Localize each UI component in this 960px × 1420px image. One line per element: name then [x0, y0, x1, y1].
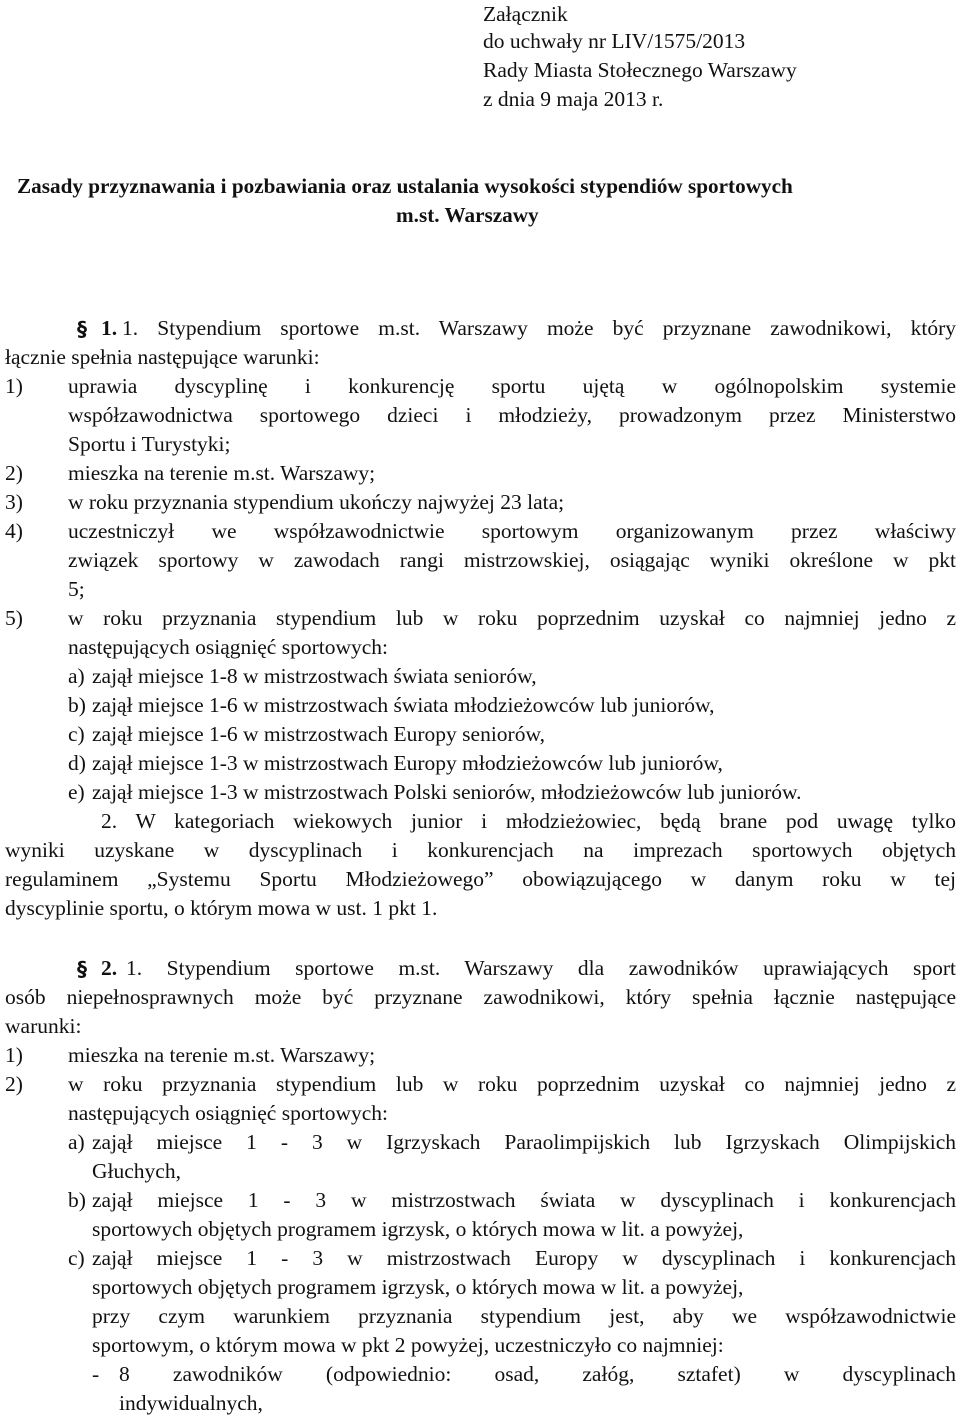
list-item-text: współzawodnictwa sportowego dzieci i młodzieży, prowadzonym przez Ministerstwo	[68, 403, 956, 427]
sublist-item-marker: d)	[68, 751, 86, 775]
list-item-marker: 3)	[5, 490, 23, 514]
section1-paragraph-2-line-4: dyscyplinie sportu, o którym mowa w ust. 1 pkt 1.	[5, 896, 438, 920]
sublist-item-text: zajął miejsce 1-6 w mistrzostwach Europy seniorów,	[92, 722, 545, 746]
section-symbol-1: §	[77, 317, 87, 341]
section2-intro-line-3: warunki:	[5, 1014, 82, 1038]
list-item-text: związek sportowy w zawodach rangi mistrzowskiej, osiągając wyniki określone w pkt	[68, 548, 956, 572]
section1-intro-line-2: łącznie spełnia następujące warunki:	[5, 345, 320, 369]
list-item-marker: 5)	[5, 606, 23, 630]
sublist-item-marker: e)	[68, 780, 85, 804]
list-item-marker: 2)	[5, 1072, 23, 1096]
list-item-text: w roku przyznania stypendium lub w roku poprzednim uzyskał co najmniej jedno z	[68, 606, 956, 630]
list-item-text: mieszka na terenie m.st. Warszawy;	[68, 461, 376, 485]
section2-intro-line-2: osób niepełnosprawnych może być przyznane zawodnikowi, który spełnia łącznie następujące	[5, 985, 956, 1009]
list-item-marker: 2)	[5, 461, 23, 485]
list-item-marker: 1)	[5, 374, 23, 398]
document-title-line-2: m.st. Warszawy	[396, 203, 539, 227]
list-item-marker: 1)	[5, 1043, 23, 1067]
section1-paragraph-2-line-3: regulaminem „Systemu Sportu Młodzieżowego” obowiązującego w danym roku w tej	[5, 867, 956, 891]
section1-intro-line-1: 1. Stypendium sportowe m.st. Warszawy może być przyznane zawodnikowi, który	[122, 316, 956, 340]
sublist-item-text: zajął miejsce 1-8 w mistrzostwach świata seniorów,	[92, 664, 537, 688]
sublist-item-text: sportowych objętych programem igrzysk, o których mowa w lit. a powyżej,	[92, 1217, 744, 1241]
header-line-1: Załącznik	[483, 2, 568, 26]
header-line-4: z dnia 9 maja 2013 r.	[483, 87, 664, 111]
sublist-item-marker: c)	[68, 1246, 85, 1270]
section-number-1: 1.	[101, 316, 118, 340]
list-item-text: w roku przyznania stypendium lub w roku poprzednim uzyskał co najmniej jedno z	[68, 1072, 956, 1096]
dash-item-text: 8 zawodników (odpowiednio: osad, załóg, sztafet) w dyscyplinach	[119, 1362, 956, 1386]
sublist-item-text: zajął miejsce 1 - 3 w Igrzyskach Paraolimpijskich lub Igrzyskach Olimpijskich	[92, 1130, 956, 1154]
sublist-item-marker: b)	[68, 693, 86, 717]
list-item-text: następujących osiągnięć sportowych:	[68, 1101, 389, 1125]
list-item-text: uprawia dyscyplinę i konkurencję sportu ujętą w ogólnopolskim systemie	[68, 374, 956, 398]
list-item-text: w roku przyznania stypendium ukończy najwyżej 23 lata;	[68, 490, 565, 514]
sublist-item-text: sportowych objętych programem igrzysk, o których mowa w lit. a powyżej,	[92, 1275, 744, 1299]
section1-paragraph-2-line-1: 2. W kategoriach wiekowych junior i młodzieżowiec, będą brane pod uwagę tylko	[101, 809, 956, 833]
sublist-item-marker: c)	[68, 722, 85, 746]
list-item-marker: 4)	[5, 519, 23, 543]
sublist-item-marker: a)	[68, 664, 85, 688]
list-item-text: mieszka na terenie m.st. Warszawy;	[68, 1043, 376, 1067]
condition-line-2: sportowym, o którym mowa w pkt 2 powyżej, uczestniczyło co najmniej:	[92, 1333, 724, 1357]
sublist-item-text: zajął miejsce 1 - 3 w mistrzostwach świata w dyscyplinach i konkurencjach	[92, 1188, 956, 1212]
sublist-item-marker: b)	[68, 1188, 86, 1212]
section2-intro-line-1: 1. Stypendium sportowe m.st. Warszawy dla zawodników uprawiających sport	[126, 956, 956, 980]
sublist-item-text: zajął miejsce 1-3 w mistrzostwach Europy młodzieżowców lub juniorów,	[92, 751, 723, 775]
sublist-item-text: zajął miejsce 1-3 w mistrzostwach Polski seniorów, młodzieżowców lub juniorów.	[92, 780, 802, 804]
section1-paragraph-2-line-2: wyniki uzyskane w dyscyplinach i konkurencjach na imprezach sportowych objętych	[5, 838, 956, 862]
section-number-2: 2.	[101, 956, 118, 980]
document-title-line-1: Zasady przyznawania i pozbawiania oraz ustalania wysokości stypendiów sportowych	[17, 174, 793, 198]
header-line-2: do uchwały nr LIV/1575/2013	[483, 29, 746, 53]
condition-line-1: przy czym warunkiem przyznania stypendium jest, aby we współzawodnictwie	[92, 1304, 956, 1328]
sublist-item-text: zajął miejsce 1 - 3 w mistrzostwach Europy w dyscyplinach i konkurencjach	[92, 1246, 956, 1270]
list-item-text: Sportu i Turystyki;	[68, 432, 231, 456]
dash-item-marker: -	[92, 1362, 100, 1386]
section-symbol-2: §	[77, 957, 87, 981]
sublist-item-marker: a)	[68, 1130, 85, 1154]
sublist-item-text: Głuchych,	[92, 1159, 181, 1183]
list-item-text: następujących osiągnięć sportowych:	[68, 635, 389, 659]
header-line-3: Rady Miasta Stołecznego Warszawy	[483, 58, 797, 82]
dash-item-text: indywidualnych,	[119, 1391, 263, 1415]
sublist-item-text: zajął miejsce 1-6 w mistrzostwach świata młodzieżowców lub juniorów,	[92, 693, 715, 717]
list-item-text: 5;	[68, 577, 85, 601]
list-item-text: uczestniczył we współzawodnictwie sportowym organizowanym przez właściwy	[68, 519, 956, 543]
